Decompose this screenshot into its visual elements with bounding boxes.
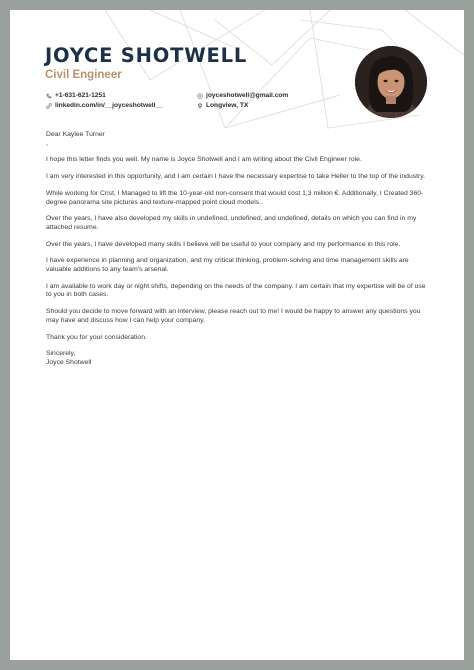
cover-letter-page (10, 10, 464, 660)
at-icon (197, 93, 203, 99)
linkedin-link[interactable]: linkedin.com/in/__joyceshotwell__ (55, 102, 163, 109)
letter-paragraph: I am very interested in this opportunity, and I am certain I have the necessary expertise to take Heller to the top of the industry. (46, 173, 426, 181)
letter-paragraph: I have experience in planning and organization, and my critical thinking, problem-solving and time management skills are valuable additions to any team's arsenal. (46, 257, 409, 274)
linkedin-contact[interactable] (46, 102, 163, 109)
phone-contact (46, 92, 106, 99)
profile-photo (355, 46, 427, 118)
letter-paragraph: I hope this letter finds you well. My name is Joyce Shotwell and I am writing about the Civil Engineer role. (46, 156, 362, 164)
link-icon (46, 103, 52, 109)
phone-icon (46, 93, 52, 99)
closing: Sincerely, (46, 350, 76, 358)
letter-paragraph: Thank you for your consideration. (46, 333, 147, 341)
portrait-image (355, 46, 427, 118)
email-link[interactable]: joyceshotwell@gmail.com (206, 92, 289, 99)
applicant-name: JOYCE SHOTWELL (45, 44, 248, 67)
job-title: Civil Engineer (45, 69, 122, 81)
letter-paragraph: I am available to work day or night shifts, depending on the needs of the company. I am certain that my expertise will be of use to you in both cases. (46, 282, 426, 299)
letter-paragraph: Should you decide to move forward with an interview, please reach out to me! I would be happy to answer any questions you may have and discuss how I can help your company. (46, 308, 421, 324)
email-contact[interactable] (197, 92, 288, 99)
phone-text: +1-631-621-1251 (55, 92, 106, 99)
salutation: Dear Kaylee Turner (46, 131, 105, 138)
location-contact (197, 102, 248, 109)
signature-name: Joyce Shotwell (46, 358, 92, 366)
letter-paragraph: Over the years, I have also developed my skills in undefined, undefined, and undefined, details on which you can find in my attached resume. (46, 215, 417, 231)
letter-paragraph: Over the years, I have developed many skills I believe will be useful to your company and my performance in this role. (46, 240, 401, 248)
location-pin-icon (197, 103, 203, 109)
salutation-punctuation: , (46, 139, 48, 147)
location-text: Longview, TX (206, 102, 249, 109)
letter-body (46, 131, 430, 368)
letter-paragraph: While working for Crist, I Managed to lift the 10-year-old non-consent that would cost 1,3 million €. Additionally, I Created 360-degree panorama site pictures and texture-mapped point cloud models.. (46, 189, 424, 206)
